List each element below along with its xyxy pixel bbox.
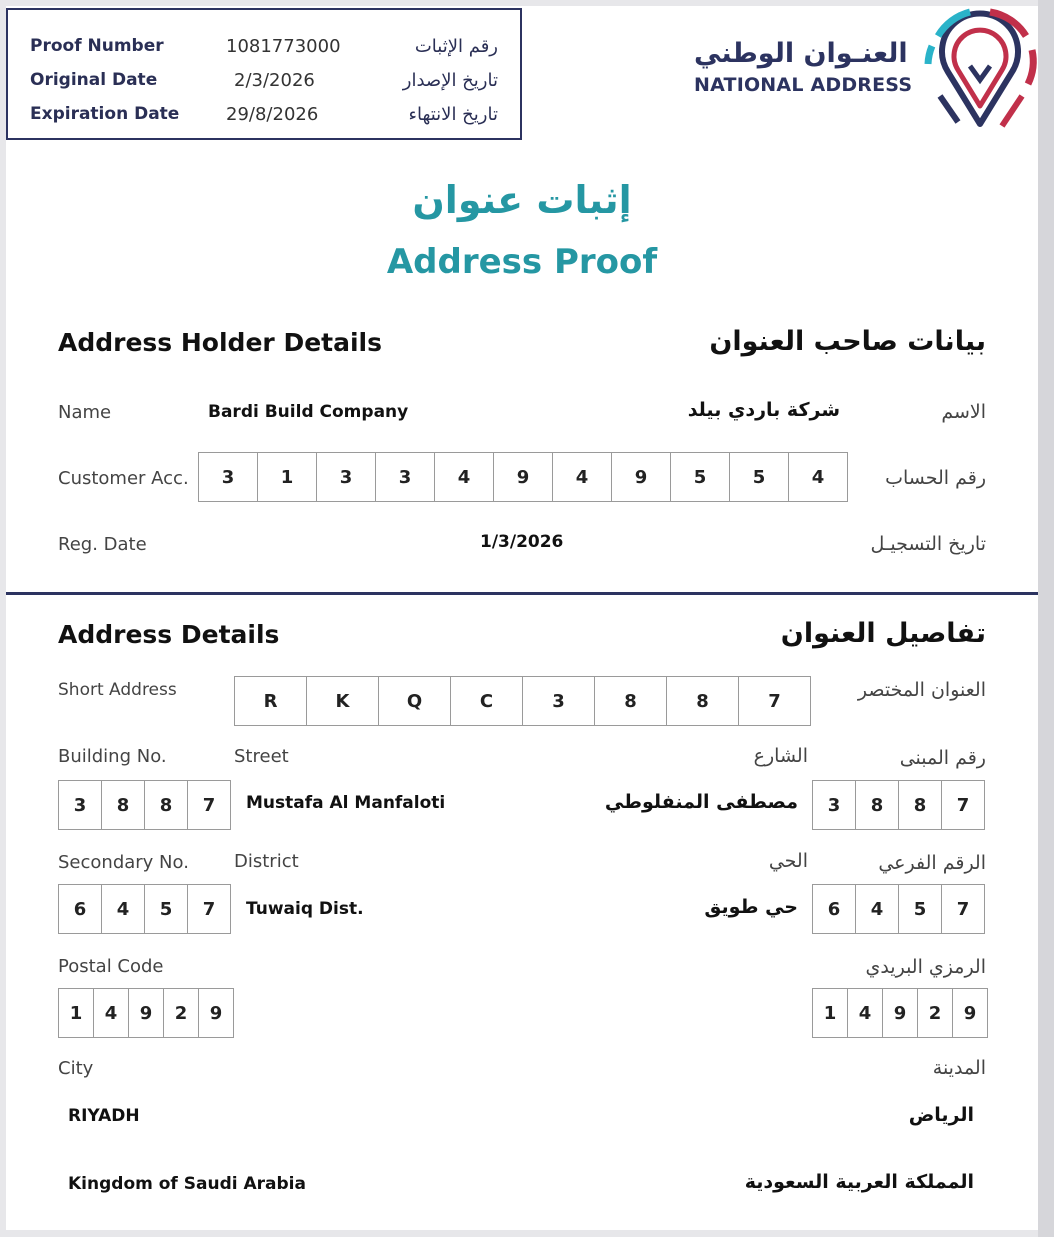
building-digit: 8 — [101, 780, 145, 830]
acc-digit: 3 — [198, 452, 258, 502]
secondary-no-label-ar: الرقم الفرعي — [878, 852, 986, 874]
building-no-label: Building No. — [58, 746, 167, 767]
proof-number-label-ar: رقم الإثبات — [414, 36, 498, 57]
short-address-label: Short Address — [58, 680, 177, 700]
proof-number-label: Proof Number — [30, 36, 164, 56]
original-date-label-ar: تاريخ الإصدار — [402, 70, 498, 91]
original-date-label: Original Date — [30, 70, 158, 90]
short-address-char: K — [306, 676, 379, 726]
short-address-boxes — [234, 676, 811, 726]
building-digit: 7 — [187, 780, 231, 830]
reg-date-value: 1/3/2026 — [480, 532, 564, 552]
address-heading-en: Address Details — [58, 620, 280, 649]
secondary-digit: 7 — [941, 884, 985, 934]
secondary-digit: 6 — [812, 884, 856, 934]
district-label: District — [234, 851, 299, 872]
section-divider — [6, 592, 1038, 595]
acc-digit: 1 — [257, 452, 317, 502]
city-value-ar: الرياض — [908, 1104, 974, 1126]
postal-code-boxes-ar — [812, 988, 988, 1038]
building-no-label-ar: رقم المبنى — [899, 747, 986, 769]
postal-digit: 2 — [163, 988, 199, 1038]
acc-digit: 9 — [493, 452, 553, 502]
acc-digit: 5 — [729, 452, 789, 502]
secondary-digit: 4 — [855, 884, 899, 934]
expiration-date-row — [8, 98, 520, 132]
city-label: City — [58, 1058, 94, 1079]
secondary-digit: 4 — [101, 884, 145, 934]
short-address-char: R — [234, 676, 307, 726]
acc-digit: 4 — [434, 452, 494, 502]
name-value: Bardi Build Company — [208, 402, 409, 422]
reg-date-label-ar: تاريخ التسجيـل — [870, 533, 986, 555]
district-value: Tuwaiq Dist. — [246, 899, 364, 919]
city-label-ar: المدينة — [932, 1057, 986, 1079]
street-value-ar: مصطفى المنفلوطي — [604, 791, 798, 813]
postal-code-label: Postal Code — [58, 956, 164, 977]
secondary-digit: 5 — [144, 884, 188, 934]
building-digit: 8 — [144, 780, 188, 830]
short-address-label-ar: العنوان المختصر — [857, 679, 986, 701]
short-address-char: 7 — [738, 676, 811, 726]
postal-code-boxes — [58, 988, 234, 1038]
customer-acc-label: Customer Acc. — [58, 468, 189, 489]
district-value-ar: حي طويق — [704, 896, 798, 918]
proof-info-box — [6, 8, 522, 140]
postal-code-label-ar: الرمزي البريدي — [865, 956, 986, 978]
national-address-logo-icon — [918, 6, 1042, 136]
page-edge — [1038, 0, 1054, 1237]
proof-number-value: 1081773000 — [226, 36, 341, 57]
original-date-row — [8, 64, 520, 98]
logo-text-ar: العنـوان الوطني — [694, 38, 908, 69]
secondary-digit: 5 — [898, 884, 942, 934]
acc-digit: 3 — [316, 452, 376, 502]
acc-digit: 9 — [611, 452, 671, 502]
customer-acc-label-ar: رقم الحساب — [885, 467, 986, 489]
secondary-no-boxes-ar — [812, 884, 985, 934]
holder-heading-en: Address Holder Details — [58, 328, 382, 357]
customer-acc-boxes — [198, 452, 848, 502]
building-digit: 3 — [812, 780, 856, 830]
short-address-char: Q — [378, 676, 451, 726]
acc-digit: 3 — [375, 452, 435, 502]
postal-digit: 4 — [93, 988, 129, 1038]
building-digit: 8 — [898, 780, 942, 830]
building-no-boxes-ar — [812, 780, 985, 830]
secondary-no-boxes — [58, 884, 231, 934]
name-value-ar: شركة باردي بيلد — [687, 399, 840, 421]
building-digit: 3 — [58, 780, 102, 830]
building-no-boxes — [58, 780, 231, 830]
secondary-digit: 7 — [187, 884, 231, 934]
name-label: Name — [58, 402, 112, 423]
postal-digit: 9 — [882, 988, 918, 1038]
acc-digit: 4 — [788, 452, 848, 502]
district-label-ar: الحي — [768, 850, 808, 872]
street-label: Street — [234, 746, 289, 767]
proof-number-row — [8, 30, 520, 64]
acc-digit: 5 — [670, 452, 730, 502]
expiration-date-value: 29/8/2026 — [226, 104, 319, 125]
name-label-ar: الاسم — [941, 401, 986, 423]
address-proof-document — [6, 6, 1038, 1230]
country-value-ar: المملكة العربية السعودية — [744, 1171, 974, 1193]
reg-date-label: Reg. Date — [58, 534, 147, 555]
street-value: Mustafa Al Manfaloti — [246, 793, 446, 813]
postal-digit: 4 — [847, 988, 883, 1038]
short-address-char: C — [450, 676, 523, 726]
holder-heading-ar: بيانات صاحب العنوان — [709, 326, 986, 357]
postal-digit: 1 — [58, 988, 94, 1038]
postal-digit: 9 — [952, 988, 988, 1038]
original-date-value: 2/3/2026 — [234, 70, 315, 91]
document-title-en: Address Proof — [386, 242, 658, 282]
short-address-char: 8 — [666, 676, 739, 726]
postal-digit: 9 — [128, 988, 164, 1038]
postal-digit: 1 — [812, 988, 848, 1038]
secondary-no-label: Secondary No. — [58, 852, 189, 873]
acc-digit: 4 — [552, 452, 612, 502]
secondary-digit: 6 — [58, 884, 102, 934]
building-digit: 7 — [941, 780, 985, 830]
postal-digit: 9 — [198, 988, 234, 1038]
logo-text-en: NATIONAL ADDRESS — [694, 74, 913, 96]
expiration-date-label: Expiration Date — [30, 104, 180, 124]
postal-digit: 2 — [917, 988, 953, 1038]
country-value: Kingdom of Saudi Arabia — [68, 1174, 306, 1194]
document-title-ar: إثبات عنوان — [412, 178, 632, 222]
address-heading-ar: تفاصيل العنوان — [780, 618, 986, 649]
street-label-ar: الشارع — [753, 745, 808, 767]
city-value: RIYADH — [68, 1106, 140, 1126]
short-address-char: 8 — [594, 676, 667, 726]
expiration-date-label-ar: تاريخ الانتهاء — [408, 104, 498, 125]
short-address-char: 3 — [522, 676, 595, 726]
building-digit: 8 — [855, 780, 899, 830]
